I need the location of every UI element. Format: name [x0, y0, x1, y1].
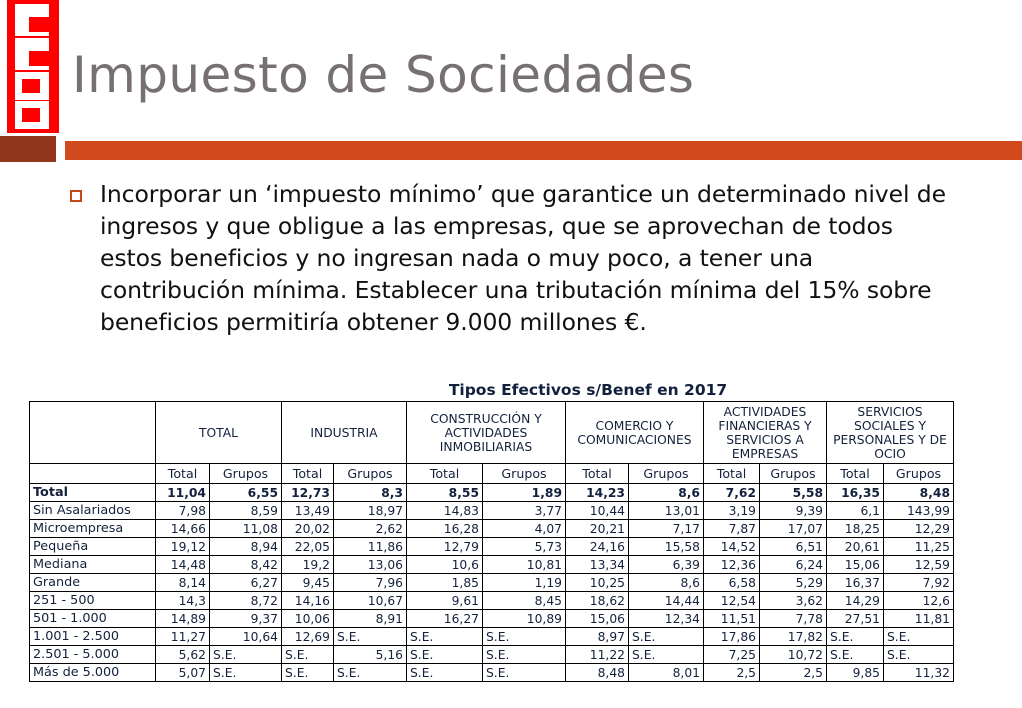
cell-value: 14,52 [704, 538, 760, 556]
cell-value: 11,32 [884, 664, 954, 682]
cell-no-data: S.E. [884, 628, 954, 646]
group-header-industria: INDUSTRIA [282, 402, 407, 464]
cell-value: 9,61 [407, 592, 483, 610]
cell-value: 143,99 [884, 502, 954, 520]
cell-no-data: S.E. [282, 646, 334, 664]
cell-value: 7,25 [704, 646, 760, 664]
cell-value: 8,48 [566, 664, 629, 682]
subheader-total-1: Total [156, 464, 210, 484]
cell-no-data: S.E. [483, 646, 566, 664]
cell-value: 5,29 [760, 574, 827, 592]
cell-no-data: S.E. [483, 628, 566, 646]
cell-value: 3,62 [760, 592, 827, 610]
cell-no-data: S.E. [210, 664, 282, 682]
cell-value: 12,73 [282, 484, 334, 502]
bullet-item-text: Incorporar un ‘impuesto mínimo’ que garantice un determinado nivel de ingresos y que obligue a las empresas, que se aprovechan de todos estos beneficios y no ingresan nada o muy poco, a tener una contribución mínima. Establecer una tributación mínima del 15% sobre beneficios permitiría obtener 9.000 millones €. [100, 180, 946, 336]
cell-value: 9,85 [827, 664, 884, 682]
row-label: Pequeña [30, 538, 156, 556]
cell-value: 5,62 [156, 646, 210, 664]
cell-value: 10,81 [483, 556, 566, 574]
cell-no-data: S.E. [407, 664, 483, 682]
cell-no-data: S.E. [407, 646, 483, 664]
cell-value: 6,27 [210, 574, 282, 592]
cell-value: 7,98 [156, 502, 210, 520]
table-body [30, 484, 954, 682]
cell-value: 9,45 [282, 574, 334, 592]
cell-value: 12,29 [884, 520, 954, 538]
table-row [30, 502, 954, 520]
cell-value: 8,94 [210, 538, 282, 556]
cell-value: 10,06 [282, 610, 334, 628]
subheader-grupos-4: Grupos [629, 464, 704, 484]
subheader-total-3: Total [407, 464, 483, 484]
subheader-total-5: Total [704, 464, 760, 484]
cell-value: 14,16 [282, 592, 334, 610]
cell-no-data: S.E. [334, 628, 407, 646]
cell-value: 3,77 [483, 502, 566, 520]
table-row [30, 520, 954, 538]
cell-value: 11,22 [566, 646, 629, 664]
logo-shape-2 [15, 17, 29, 32]
logo-inner-square-2 [22, 108, 40, 122]
cell-value: 11,08 [210, 520, 282, 538]
cell-value: 1,85 [407, 574, 483, 592]
cell-value: 11,86 [334, 538, 407, 556]
row-label: Total [30, 484, 156, 502]
cell-value: 14,29 [827, 592, 884, 610]
cell-no-data: S.E. [827, 646, 884, 664]
subheader-row [30, 464, 954, 484]
cell-value: 6,1 [827, 502, 884, 520]
cell-no-data: S.E. [884, 646, 954, 664]
cell-value: 8,91 [334, 610, 407, 628]
cell-value: 7,62 [704, 484, 760, 502]
cell-value: 5,16 [334, 646, 407, 664]
cell-value: 14,83 [407, 502, 483, 520]
cell-value: 13,49 [282, 502, 334, 520]
table-row [30, 484, 954, 502]
cell-value: 14,48 [156, 556, 210, 574]
cell-value: 12,54 [704, 592, 760, 610]
effective-tax-rates-table [29, 401, 954, 682]
group-header-total: TOTAL [156, 402, 282, 464]
cell-value: 7,17 [629, 520, 704, 538]
row-label: Mediana [30, 556, 156, 574]
subheader-grupos-3: Grupos [483, 464, 566, 484]
cell-value: 8,6 [629, 574, 704, 592]
cell-value: 18,62 [566, 592, 629, 610]
subheader-total-4: Total [566, 464, 629, 484]
row-label: Más de 5.000 [30, 664, 156, 682]
cell-value: 24,16 [566, 538, 629, 556]
cell-value: 7,96 [334, 574, 407, 592]
cell-value: 12,69 [282, 628, 334, 646]
cell-value: 8,3 [334, 484, 407, 502]
cell-value: 8,42 [210, 556, 282, 574]
subheader-grupos-5: Grupos [760, 464, 827, 484]
cell-value: 17,07 [760, 520, 827, 538]
cell-value: 6,58 [704, 574, 760, 592]
cell-value: 19,12 [156, 538, 210, 556]
square-outline-bullet-icon [70, 190, 82, 202]
cell-value: 10,25 [566, 574, 629, 592]
cell-value: 15,06 [566, 610, 629, 628]
cell-value: 16,37 [827, 574, 884, 592]
cell-value: 8,45 [483, 592, 566, 610]
subheader-grupos-6: Grupos [884, 464, 954, 484]
logo-shape-5 [15, 51, 29, 66]
row-label: Grande [30, 574, 156, 592]
table-row [30, 574, 954, 592]
cell-value: 17,86 [704, 628, 760, 646]
cell-value: 6,51 [760, 538, 827, 556]
table-row [30, 592, 954, 610]
logo-shape-1 [15, 4, 49, 17]
cell-value: 8,72 [210, 592, 282, 610]
row-label: Sin Asalariados [30, 502, 156, 520]
cell-value: 12,6 [884, 592, 954, 610]
cell-value: 16,27 [407, 610, 483, 628]
cell-value: 27,51 [827, 610, 884, 628]
cell-no-data: S.E. [629, 646, 704, 664]
cell-value: 6,39 [629, 556, 704, 574]
cell-value: 14,89 [156, 610, 210, 628]
cell-value: 5,07 [156, 664, 210, 682]
cell-value: 10,6 [407, 556, 483, 574]
cell-value: 20,61 [827, 538, 884, 556]
group-header-comercio: COMERCIO Y COMUNICACIONES [566, 402, 704, 464]
cell-no-data: S.E. [334, 664, 407, 682]
table-title: Tipos Efectivos s/Benef en 2017 [448, 381, 728, 399]
cell-no-data: S.E. [483, 664, 566, 682]
group-header-servicios: SERVICIOS SOCIALES Y PERSONALES Y DE OCIO [827, 402, 954, 464]
cell-value: 9,39 [760, 502, 827, 520]
effective-tax-rates-table-wrap [29, 401, 954, 682]
cell-value: 7,92 [884, 574, 954, 592]
logo-shape-6 [15, 66, 49, 70]
cell-value: 16,28 [407, 520, 483, 538]
logo-footer-block [0, 136, 56, 162]
cell-value: 1,19 [483, 574, 566, 592]
cell-value: 12,34 [629, 610, 704, 628]
group-header-construccion: CONSTRUCCIÓN Y ACTIVIDADES INMOBILIARIAS [407, 402, 566, 464]
cell-value: 6,24 [760, 556, 827, 574]
page-title: Impuesto de Sociedades [72, 46, 695, 104]
cell-value: 3,19 [704, 502, 760, 520]
cell-value: 13,34 [566, 556, 629, 574]
cell-value: 6,55 [210, 484, 282, 502]
cell-no-data: S.E. [210, 646, 282, 664]
row-label: 251 - 500 [30, 592, 156, 610]
cell-value: 9,37 [210, 610, 282, 628]
cell-value: 8,55 [407, 484, 483, 502]
cell-value: 20,21 [566, 520, 629, 538]
cell-value: 16,35 [827, 484, 884, 502]
table-row [30, 556, 954, 574]
cell-value: 17,82 [760, 628, 827, 646]
cell-value: 11,27 [156, 628, 210, 646]
cell-value: 5,58 [760, 484, 827, 502]
table-row [30, 538, 954, 556]
cell-value: 18,25 [827, 520, 884, 538]
group-header-financieras: ACTIVIDADES FINANCIERAS Y SERVICIOS A EMPRESAS [704, 402, 827, 464]
cell-value: 18,97 [334, 502, 407, 520]
table-row [30, 646, 954, 664]
row-label: 2.501 - 5.000 [30, 646, 156, 664]
cell-value: 8,59 [210, 502, 282, 520]
cell-value: 11,51 [704, 610, 760, 628]
cell-value: 8,14 [156, 574, 210, 592]
stub-corner-cell [30, 402, 156, 464]
stub-subheader-cell [30, 464, 156, 484]
cell-value: 15,06 [827, 556, 884, 574]
row-label: 501 - 1.000 [30, 610, 156, 628]
cell-value: 19,2 [282, 556, 334, 574]
cell-value: 7,78 [760, 610, 827, 628]
row-label: 1.001 - 2.500 [30, 628, 156, 646]
table-row [30, 628, 954, 646]
table-row [30, 610, 954, 628]
cell-value: 13,06 [334, 556, 407, 574]
cell-value: 15,58 [629, 538, 704, 556]
logo-inner-square-1 [22, 79, 40, 93]
cell-value: 8,97 [566, 628, 629, 646]
cell-value: 11,25 [884, 538, 954, 556]
cell-no-data: S.E. [827, 628, 884, 646]
cell-value: 1,89 [483, 484, 566, 502]
logo-shape-4 [15, 38, 49, 51]
cell-value: 10,72 [760, 646, 827, 664]
cell-value: 4,07 [483, 520, 566, 538]
cell-value: 12,79 [407, 538, 483, 556]
group-header-row [30, 402, 954, 464]
cell-value: 10,64 [210, 628, 282, 646]
cell-value: 11,81 [884, 610, 954, 628]
cell-value: 10,44 [566, 502, 629, 520]
cell-value: 20,02 [282, 520, 334, 538]
cell-value: 11,04 [156, 484, 210, 502]
bullet-item [70, 178, 970, 338]
cell-value: 2,62 [334, 520, 407, 538]
subheader-grupos-1: Grupos [210, 464, 282, 484]
cell-value: 8,6 [629, 484, 704, 502]
cell-value: 14,23 [566, 484, 629, 502]
cell-value: 2,5 [704, 664, 760, 682]
subheader-grupos-2: Grupos [334, 464, 407, 484]
table-row [30, 664, 954, 682]
cell-value: 12,59 [884, 556, 954, 574]
table-head [30, 402, 954, 484]
cell-value: 12,36 [704, 556, 760, 574]
row-label: Microempresa [30, 520, 156, 538]
cell-no-data: S.E. [629, 628, 704, 646]
ccoo-logo [7, 0, 59, 133]
cell-value: 14,3 [156, 592, 210, 610]
cell-value: 10,67 [334, 592, 407, 610]
cell-no-data: S.E. [282, 664, 334, 682]
subheader-total-2: Total [282, 464, 334, 484]
cell-value: 2,5 [760, 664, 827, 682]
cell-value: 14,44 [629, 592, 704, 610]
subheader-total-6: Total [827, 464, 884, 484]
cell-value: 14,66 [156, 520, 210, 538]
cell-value: 10,89 [483, 610, 566, 628]
cell-value: 5,73 [483, 538, 566, 556]
logo-shape-3 [15, 32, 49, 36]
cell-no-data: S.E. [407, 628, 483, 646]
cell-value: 22,05 [282, 538, 334, 556]
cell-value: 13,01 [629, 502, 704, 520]
cell-value: 8,01 [629, 664, 704, 682]
cell-value: 8,48 [884, 484, 954, 502]
title-divider-bar [65, 141, 1022, 160]
cell-value: 7,87 [704, 520, 760, 538]
